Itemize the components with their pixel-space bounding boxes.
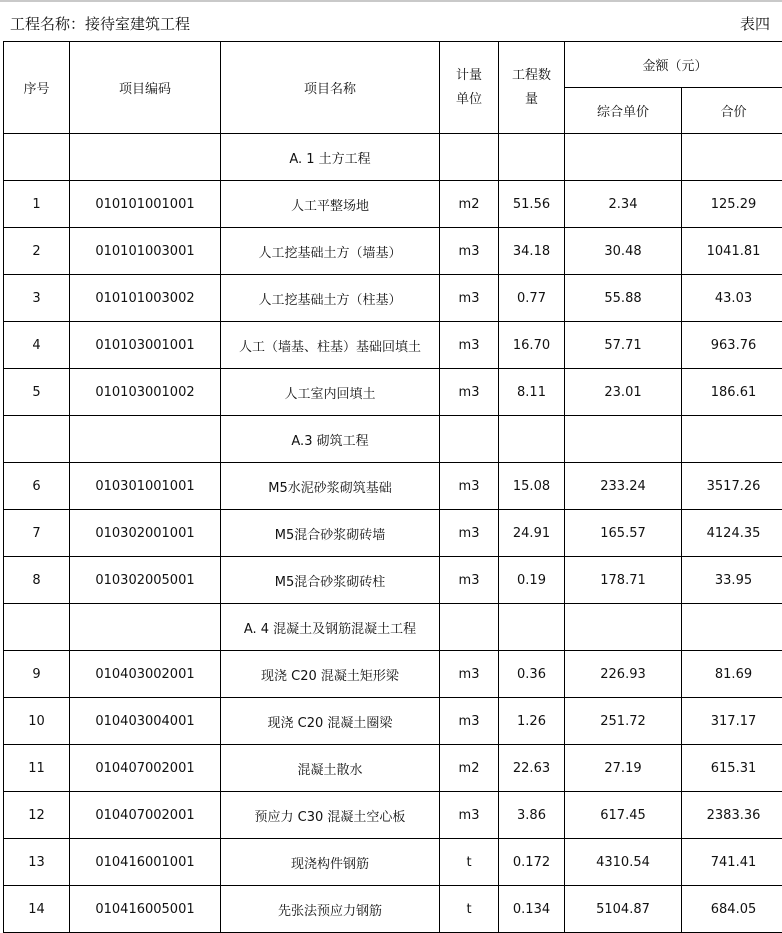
cell-total bbox=[682, 416, 782, 463]
cell-qty: 3.86 bbox=[499, 792, 565, 839]
col-header-seq: 序号 bbox=[4, 42, 70, 134]
cell-qty bbox=[499, 134, 565, 181]
cell-code: 010407002001 bbox=[70, 792, 221, 839]
cell-name: M5混合砂浆砌砖墙 bbox=[221, 510, 440, 557]
cell-seq: 9 bbox=[4, 651, 70, 698]
cell-total bbox=[682, 604, 782, 651]
cell-name: 先张法预应力钢筋 bbox=[221, 886, 440, 933]
cell-unit-price: 30.48 bbox=[565, 228, 682, 275]
section-row bbox=[4, 134, 782, 181]
cell-qty: 1.26 bbox=[499, 698, 565, 745]
cell-qty: 0.134 bbox=[499, 886, 565, 933]
cell-name: 人工室内回填土 bbox=[221, 369, 440, 416]
cell-unit: m2 bbox=[440, 181, 499, 228]
cell-seq: 10 bbox=[4, 698, 70, 745]
cell-unit: t bbox=[440, 839, 499, 886]
table-row bbox=[4, 181, 782, 228]
cell-name: 现浇 C20 混凝土圈梁 bbox=[221, 698, 440, 745]
cell-seq: 4 bbox=[4, 322, 70, 369]
cell-total: 3517.26 bbox=[682, 463, 782, 510]
cell-code: 010407002001 bbox=[70, 745, 221, 792]
cell-qty: 24.91 bbox=[499, 510, 565, 557]
cell-unit-price: 55.88 bbox=[565, 275, 682, 322]
cell-unit-price: 165.57 bbox=[565, 510, 682, 557]
table-row bbox=[4, 698, 782, 745]
cell-qty: 16.70 bbox=[499, 322, 565, 369]
table-row bbox=[4, 322, 782, 369]
cell-seq: 12 bbox=[4, 792, 70, 839]
cell-unit-price bbox=[565, 134, 682, 181]
col-header-unit-price: 综合单价 bbox=[565, 88, 682, 134]
cell-code: 010302005001 bbox=[70, 557, 221, 604]
project-name-label: 工程名称：接待室建筑工程 bbox=[10, 13, 190, 34]
section-row bbox=[4, 416, 782, 463]
cell-seq: 3 bbox=[4, 275, 70, 322]
cell-unit: t bbox=[440, 886, 499, 933]
cell-unit: m2 bbox=[440, 745, 499, 792]
cell-unit-price bbox=[565, 416, 682, 463]
cell-code: 010403002001 bbox=[70, 651, 221, 698]
table-row bbox=[4, 792, 782, 839]
cell-unit bbox=[440, 134, 499, 181]
cell-unit-price: 57.71 bbox=[565, 322, 682, 369]
cell-unit: m3 bbox=[440, 557, 499, 604]
bill-of-quantities-table bbox=[3, 41, 782, 933]
cell-name: 人工（墙基、柱基）基础回填土 bbox=[221, 322, 440, 369]
cell-total: 125.29 bbox=[682, 181, 782, 228]
col-header-code: 项目编码 bbox=[70, 42, 221, 134]
col-header-total: 合价 bbox=[682, 88, 782, 134]
cell-unit bbox=[440, 416, 499, 463]
cell-seq: 13 bbox=[4, 839, 70, 886]
cell-name: 混凝土散水 bbox=[221, 745, 440, 792]
col-header-name: 项目名称 bbox=[221, 42, 440, 134]
table-row bbox=[4, 228, 782, 275]
cell-unit-price bbox=[565, 604, 682, 651]
cell-code: 010302001001 bbox=[70, 510, 221, 557]
cell-seq: 14 bbox=[4, 886, 70, 933]
cell-unit-price: 226.93 bbox=[565, 651, 682, 698]
cell-total: 4124.35 bbox=[682, 510, 782, 557]
cell-unit: m3 bbox=[440, 275, 499, 322]
cell-seq: 8 bbox=[4, 557, 70, 604]
cell-name: 人工挖基础土方（柱基） bbox=[221, 275, 440, 322]
cell-seq bbox=[4, 134, 70, 181]
cell-total: 1041.81 bbox=[682, 228, 782, 275]
cell-total: 317.17 bbox=[682, 698, 782, 745]
cell-total: 43.03 bbox=[682, 275, 782, 322]
col-header-qty: 工程数 量 bbox=[499, 42, 565, 134]
cell-unit: m3 bbox=[440, 228, 499, 275]
cell-seq: 6 bbox=[4, 463, 70, 510]
cell-unit-price: 251.72 bbox=[565, 698, 682, 745]
table-row bbox=[4, 557, 782, 604]
cell-total: 186.61 bbox=[682, 369, 782, 416]
cell-total: 2383.36 bbox=[682, 792, 782, 839]
cell-code: 010101001001 bbox=[70, 181, 221, 228]
cell-total bbox=[682, 134, 782, 181]
cell-qty bbox=[499, 416, 565, 463]
cell-total: 741.41 bbox=[682, 839, 782, 886]
cell-unit: m3 bbox=[440, 463, 499, 510]
cell-qty: 0.19 bbox=[499, 557, 565, 604]
col-header-unit: 计量 单位 bbox=[440, 42, 499, 134]
cell-total: 33.95 bbox=[682, 557, 782, 604]
cell-qty: 15.08 bbox=[499, 463, 565, 510]
table-row bbox=[4, 886, 782, 933]
cell-unit-price: 23.01 bbox=[565, 369, 682, 416]
cell-unit: m3 bbox=[440, 698, 499, 745]
cell-code: 010103001002 bbox=[70, 369, 221, 416]
cell-unit: m3 bbox=[440, 369, 499, 416]
cell-qty: 0.77 bbox=[499, 275, 565, 322]
cell-seq: 1 bbox=[4, 181, 70, 228]
cell-qty: 8.11 bbox=[499, 369, 565, 416]
cell-code: 010416001001 bbox=[70, 839, 221, 886]
cell-name: 现浇构件钢筋 bbox=[221, 839, 440, 886]
cell-total: 963.76 bbox=[682, 322, 782, 369]
cell-unit-price: 233.24 bbox=[565, 463, 682, 510]
cell-code: 010101003001 bbox=[70, 228, 221, 275]
cell-code: 010416005001 bbox=[70, 886, 221, 933]
section-title: A. 4 混凝土及钢筋混凝土工程 bbox=[221, 604, 440, 651]
cell-qty: 34.18 bbox=[499, 228, 565, 275]
cell-seq: 2 bbox=[4, 228, 70, 275]
cell-unit: m3 bbox=[440, 510, 499, 557]
cell-seq: 11 bbox=[4, 745, 70, 792]
cell-unit bbox=[440, 604, 499, 651]
cell-qty: 51.56 bbox=[499, 181, 565, 228]
table-row bbox=[4, 463, 782, 510]
table-row bbox=[4, 275, 782, 322]
cell-unit-price: 178.71 bbox=[565, 557, 682, 604]
cell-total: 81.69 bbox=[682, 651, 782, 698]
cell-total: 684.05 bbox=[682, 886, 782, 933]
table-row bbox=[4, 745, 782, 792]
cell-code: 010101003002 bbox=[70, 275, 221, 322]
table-row bbox=[4, 839, 782, 886]
section-title: A.3 砌筑工程 bbox=[221, 416, 440, 463]
cell-qty: 22.63 bbox=[499, 745, 565, 792]
cell-name: 现浇 C20 混凝土矩形梁 bbox=[221, 651, 440, 698]
cell-name: 预应力 C30 混凝土空心板 bbox=[221, 792, 440, 839]
cell-seq bbox=[4, 604, 70, 651]
cell-seq: 5 bbox=[4, 369, 70, 416]
cell-name: 人工平整场地 bbox=[221, 181, 440, 228]
cell-qty bbox=[499, 604, 565, 651]
section-title: A. 1 土方工程 bbox=[221, 134, 440, 181]
cell-unit-price: 4310.54 bbox=[565, 839, 682, 886]
cell-name: M5混合砂浆砌砖柱 bbox=[221, 557, 440, 604]
cell-seq: 7 bbox=[4, 510, 70, 557]
table-row bbox=[4, 369, 782, 416]
cell-seq bbox=[4, 416, 70, 463]
cell-unit: m3 bbox=[440, 792, 499, 839]
cell-code bbox=[70, 134, 221, 181]
section-row bbox=[4, 604, 782, 651]
cell-code bbox=[70, 416, 221, 463]
cell-code bbox=[70, 604, 221, 651]
cell-unit-price: 617.45 bbox=[565, 792, 682, 839]
cell-code: 010103001001 bbox=[70, 322, 221, 369]
cell-unit-price: 27.19 bbox=[565, 745, 682, 792]
cell-unit-price: 2.34 bbox=[565, 181, 682, 228]
table-row bbox=[4, 510, 782, 557]
cell-total: 615.31 bbox=[682, 745, 782, 792]
cell-code: 010301001001 bbox=[70, 463, 221, 510]
col-header-amount: 金额（元） bbox=[565, 42, 782, 88]
table-body bbox=[4, 134, 782, 933]
cell-unit: m3 bbox=[440, 651, 499, 698]
header-row-1 bbox=[4, 42, 782, 88]
table-row bbox=[4, 651, 782, 698]
cell-unit: m3 bbox=[440, 322, 499, 369]
cell-qty: 0.36 bbox=[499, 651, 565, 698]
cell-code: 010403004001 bbox=[70, 698, 221, 745]
top-border-line bbox=[0, 0, 782, 2]
cell-unit-price: 5104.87 bbox=[565, 886, 682, 933]
cell-qty: 0.172 bbox=[499, 839, 565, 886]
table-number-label: 表四 bbox=[740, 13, 770, 34]
cell-name: M5水泥砂浆砌筑基础 bbox=[221, 463, 440, 510]
cell-name: 人工挖基础土方（墙基） bbox=[221, 228, 440, 275]
